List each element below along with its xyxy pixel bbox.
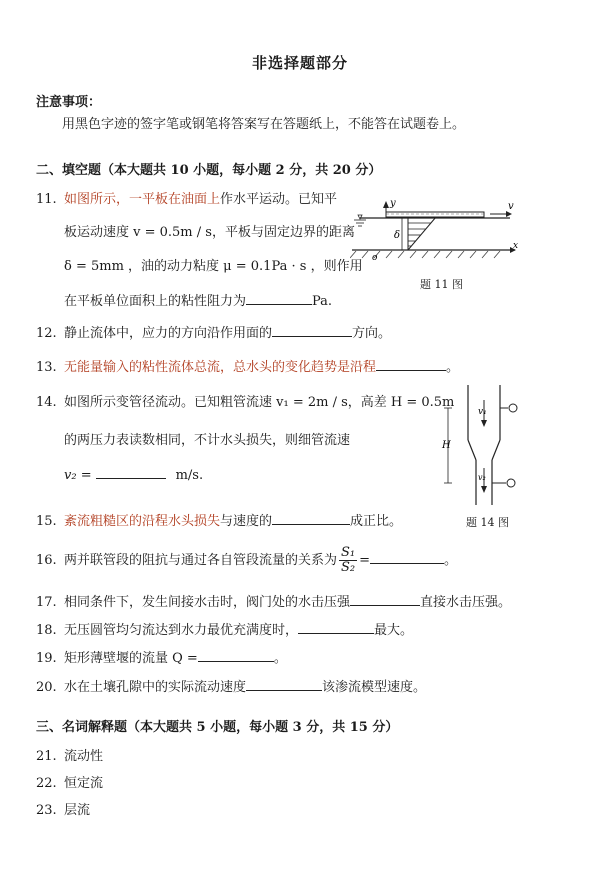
- q19: [36, 647, 287, 666]
- q15: [36, 510, 402, 529]
- answer-blank[interactable]: [350, 593, 420, 606]
- q11-line1: [36, 188, 337, 207]
- term-text: 恒定流: [64, 776, 104, 791]
- q11-text: 作水平运动。已知平: [220, 192, 338, 207]
- question-number: 16.: [36, 553, 57, 568]
- question-number: 15.: [36, 514, 57, 529]
- question-number: 22.: [36, 776, 57, 791]
- fig-label-o: o: [372, 253, 378, 263]
- q18-text: 无压圆管均匀流达到水力最优充满度时，: [64, 623, 299, 638]
- list-item: [36, 799, 90, 818]
- question-number: 23.: [36, 803, 57, 818]
- answer-blank[interactable]: [246, 678, 322, 691]
- list-item: [36, 772, 103, 791]
- q16: [36, 546, 457, 575]
- notice-heading: 注意事项：: [36, 95, 102, 110]
- q11-line4: [64, 290, 332, 309]
- q14-unit: m/s.: [175, 468, 204, 483]
- q11-text: 在平板单位面积上的粘性阻力为: [64, 294, 247, 309]
- q16-fraction: [339, 546, 357, 575]
- notice-text: 用黑色字迹的签字笔或钢笔将答案写在答题纸上，不能答在试题卷上。: [62, 117, 466, 132]
- question-number: 18.: [36, 623, 57, 638]
- q18-text-end: 最大。: [374, 623, 414, 638]
- q13: [36, 356, 459, 375]
- question-number: 12.: [36, 326, 57, 341]
- q14-line1: [36, 391, 454, 410]
- q15-highlight: 紊流粗糙区的沿程水头损失: [64, 514, 221, 529]
- list-item: [36, 745, 103, 764]
- fig-label-v: v: [508, 201, 514, 212]
- q20: [36, 676, 426, 695]
- q13-highlight: 无能量输入的粘性流体总流，总水头的变化趋势是沿程: [64, 360, 377, 375]
- q14-var: v₂ =: [64, 468, 92, 483]
- question-number: 17.: [36, 595, 57, 610]
- q11-line2: 板运动速度 v = 0.5m / s，平板与固定边界的距离: [64, 225, 355, 240]
- section3-heading: 三、名词解释题（本大题共 5 小题，每小题 3 分，共 15 分）: [36, 720, 399, 735]
- q17-text: 相同条件下，发生间接水击时，阀门处的水击压强: [64, 595, 351, 610]
- term-text: 层流: [64, 803, 91, 818]
- q11-unit: Pa.: [312, 294, 333, 309]
- fig-label-y: y: [390, 198, 396, 209]
- q11-line3: δ = 5mm ，油的动力粘度 μ = 0.1Pa · s ，则作用: [64, 259, 363, 274]
- answer-blank[interactable]: [370, 551, 444, 564]
- fig-label-H: H: [442, 440, 451, 451]
- answer-blank[interactable]: [298, 621, 374, 634]
- q14-fig-caption: 题 14 图: [466, 516, 509, 529]
- q17: [36, 591, 511, 610]
- q11-highlight: 如图所示，一平板在油面上: [64, 192, 221, 207]
- q20-text-end: 该渗流模型速度。: [322, 680, 427, 695]
- q16-equals: =: [359, 553, 371, 568]
- fraction-denominator: S₂: [341, 560, 356, 575]
- section2-heading: 二、填空题（本大题共 10 小题，每小题 2 分，共 20 分）: [36, 163, 382, 178]
- fig-label-v1: v₁: [478, 407, 487, 417]
- q15-text: 与速度的: [220, 514, 273, 529]
- q20-text: 水在土壤孔隙中的实际流动速度: [64, 680, 247, 695]
- answer-blank[interactable]: [272, 324, 352, 337]
- fig-label-x: x: [513, 241, 519, 251]
- q19-text-end: 。: [273, 651, 287, 666]
- question-number: 21.: [36, 749, 57, 764]
- q16-text-end: 。: [444, 553, 458, 568]
- term-text: 流动性: [64, 749, 104, 764]
- q14-line2: 的两压力表读数相同，不计水头损失，则细管流速: [64, 433, 351, 448]
- answer-blank[interactable]: [96, 466, 166, 479]
- fig-label-v2: v₂: [478, 473, 486, 482]
- q19-text: 矩形薄壁堰的流量 Q =: [64, 651, 198, 666]
- answer-blank[interactable]: [198, 649, 274, 662]
- question-number: 11.: [36, 192, 57, 207]
- q12-text-end: 方向。: [352, 326, 392, 341]
- question-number: 14.: [36, 395, 57, 410]
- q17-text-end: 直接水击压强。: [420, 595, 512, 610]
- fig-label-delta: δ: [394, 230, 401, 241]
- q14-figure: [438, 380, 538, 510]
- answer-blank[interactable]: [376, 358, 446, 371]
- q12: [36, 322, 391, 341]
- question-number: 19.: [36, 651, 57, 666]
- q15-text-end: 成正比。: [350, 514, 403, 529]
- section-title: 非选择题部分: [251, 54, 348, 72]
- q14-line3: [64, 466, 203, 483]
- answer-blank[interactable]: [246, 292, 312, 305]
- question-number: 13.: [36, 360, 57, 375]
- q13-text-end: 。: [446, 360, 460, 375]
- q14-text: 如图所示变管径流动。已知粗管流速 v₁ = 2m / s，高差 H = 0.5m: [64, 395, 455, 410]
- q16-text: 两并联管段的阻抗与通过各自管段流量的关系为: [64, 553, 338, 568]
- q12-text: 静止流体中，应力的方向沿作用面的: [64, 326, 273, 341]
- q11-fig-caption: 题 11 图: [420, 278, 463, 291]
- q11-figure: [350, 198, 520, 268]
- fraction-numerator: S₁: [341, 545, 356, 560]
- answer-blank[interactable]: [272, 512, 350, 525]
- q18: [36, 619, 413, 638]
- question-number: 20.: [36, 680, 57, 695]
